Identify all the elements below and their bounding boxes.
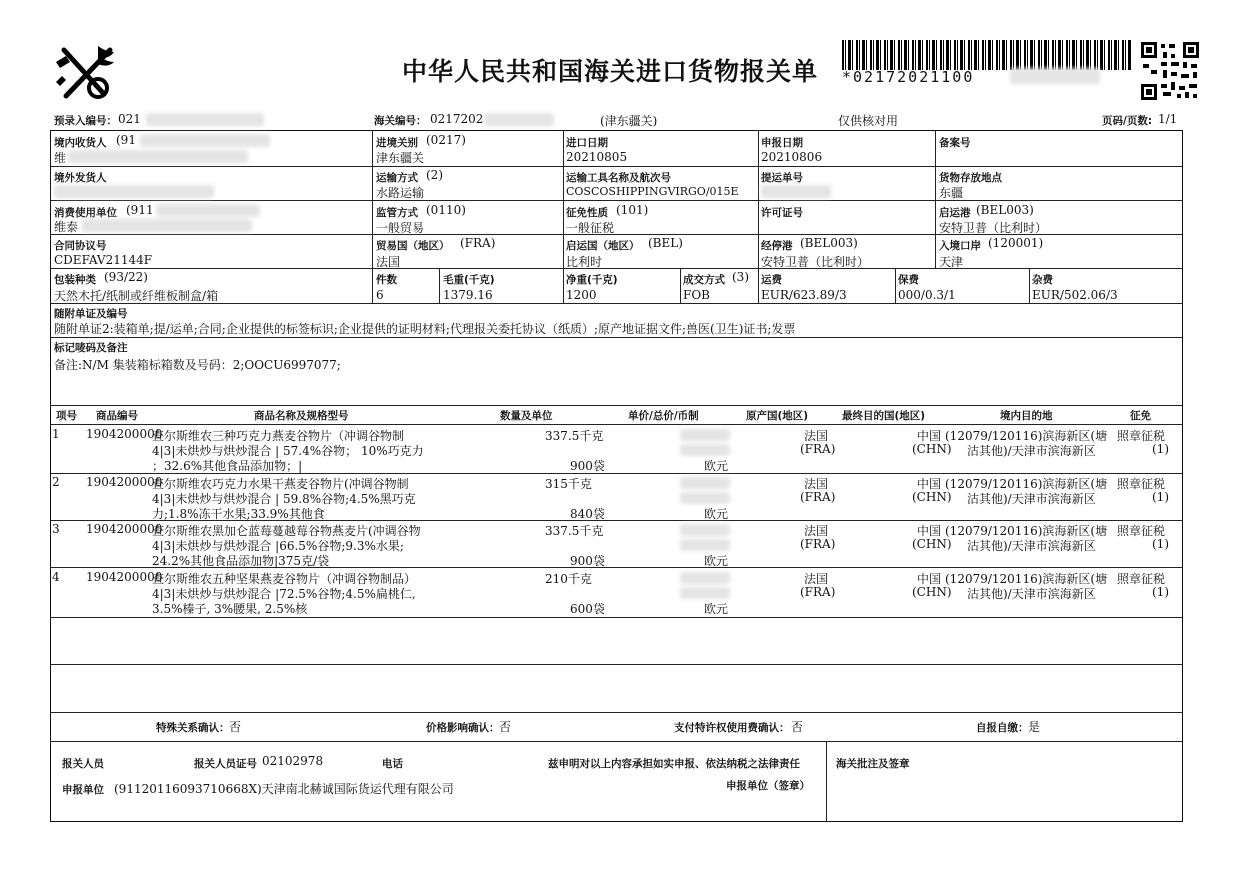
goods-dest-code: (CHN) [912, 442, 952, 456]
contract-label: 合同协议号 [54, 240, 107, 252]
price-impact-value: 否 [499, 720, 512, 734]
barcode-text: *02172021100 [842, 68, 975, 86]
goods-quantity: 315千克 [545, 477, 592, 491]
transport-mode-label: 运输方式 [376, 172, 418, 184]
trade-country-value: 法国 [376, 255, 401, 269]
special-relation-label: 特殊关系确认： [156, 722, 230, 734]
goods-name-line1: 查尔斯维农巧克力水果干燕麦谷物片(冲调谷物制 [152, 477, 409, 491]
verify-only-note: 仅供核对用 [838, 114, 899, 128]
page-label: 页码/页数: [1102, 115, 1153, 127]
pieces-value: 6 [376, 288, 384, 302]
deal-label: 成交方式 [683, 274, 725, 286]
freight-value: EUR/623.89/3 [761, 288, 847, 302]
goods-hs-code: 1904200000 [86, 522, 163, 536]
import-date-label: 进口日期 [566, 137, 608, 149]
goods-dest-code: (CHN) [912, 585, 952, 599]
levy-code: (101) [616, 203, 649, 217]
goods-levy-code: (1) [1152, 585, 1169, 599]
goods-hs-code: 1904200000 [86, 570, 163, 584]
package-value: 天然木托/纸制或纤维板制盒/箱 [54, 289, 219, 303]
insurance-label: 保费 [898, 274, 919, 286]
consumer-code: (911 [126, 203, 154, 217]
marks-label: 标记唛码及备注 [54, 342, 128, 354]
goods-origin-code: (FRA) [800, 537, 836, 551]
goods-name-line3: 3.5%榛子, 3%腰果, 2.5%核 [152, 602, 308, 616]
preentry-label: 预录入编号： [54, 115, 117, 127]
customs-approval-label: 海关批注及签章 [836, 758, 910, 770]
barcode-text-redacted [1010, 68, 1100, 84]
phone-label: 电话 [382, 758, 403, 770]
misc-label: 杂费 [1032, 274, 1053, 286]
col-quantity: 数量及单位 [500, 410, 553, 422]
col-levy: 征免 [1130, 410, 1151, 422]
transport-mode-code: (2) [426, 168, 443, 182]
page-value: 1/1 [1158, 112, 1178, 126]
goods-name-line2: 4|3|未烘炒与烘炒混合 | 59.8%谷物;4.5%黑巧克 [152, 492, 416, 506]
goods-currency: 欧元 [704, 459, 729, 473]
qr-code-icon [1141, 42, 1199, 100]
self-pay-value: 是 [1028, 720, 1041, 734]
deal-value: FOB [683, 288, 710, 302]
consignee-label: 境内收货人 [54, 137, 107, 149]
levy-label: 征免性质 [566, 207, 608, 219]
goods-domestic-dest-line2: 沽其他)/天津市滨海新区 [967, 492, 1096, 506]
goods-currency: 欧元 [704, 602, 729, 616]
col-destination-country: 最终目的国(地区) [842, 410, 926, 422]
goods-origin: 法国 [804, 524, 829, 538]
package-label: 包装种类 [54, 274, 96, 286]
cert-label: 报关人员证号 [194, 758, 257, 770]
entry-office-label: 进境关别 [376, 137, 418, 149]
entry-port-value: 天津 [939, 255, 964, 269]
royalty-value: 否 [791, 720, 804, 734]
goods-name-line1: 查尔斯维农五种坚果燕麦谷物片（冲调谷物制品） [152, 572, 417, 586]
goods-dest-code: (CHN) [912, 490, 952, 504]
qr-code [1141, 42, 1199, 100]
emblem-icon [52, 42, 122, 104]
goods-quantity-unit: 900袋 [570, 459, 605, 473]
transit-port-code: (BEL003) [800, 236, 858, 250]
consignee-code-redacted [140, 134, 270, 147]
import-date-value: 20210805 [566, 150, 628, 164]
origin-country-label: 启运国（地区） [566, 240, 640, 252]
price-redacted [680, 429, 730, 441]
preentry-value: 021 [118, 112, 141, 126]
goods-levy: 照章征税 [1117, 572, 1166, 586]
docs-value: 随附单证2:装箱单;提/运单;合同;企业提供的标签标识;企业提供的证明材料;代理报关委托协议（纸质）;原产地证据文件;兽医(卫生)证书;发票 [54, 322, 796, 336]
net-value: 1200 [566, 288, 597, 302]
goods-name-line3: ；32.6%其他食品添加物；| [152, 459, 303, 473]
consumer-name: 维泰 [54, 220, 79, 234]
col-origin: 原产国(地区) [746, 410, 809, 422]
entry-port-code: (120001) [988, 236, 1044, 250]
col-price: 单价/总价/币制 [628, 410, 699, 422]
goods-domestic-dest-line1: (12079/120116)滨海新区(塘 [945, 524, 1108, 538]
price-redacted [680, 524, 730, 536]
goods-origin-code: (FRA) [800, 442, 836, 456]
goods-item-no: 3 [52, 522, 60, 536]
consumer-label: 消费使用单位 [54, 207, 117, 219]
goods-origin: 法国 [804, 572, 829, 586]
form-title: 中华人民共和国海关进口货物报关单 [402, 57, 819, 86]
goods-levy: 照章征税 [1117, 524, 1166, 538]
gross-label: 毛重(千克) [443, 274, 495, 286]
transit-port-label: 经停港 [761, 240, 793, 252]
total-redacted [680, 539, 730, 551]
levy-value: 一般征税 [566, 221, 615, 235]
declarant-label: 报关人员 [62, 758, 104, 770]
transit-port-value: 安特卫普（比利时） [761, 255, 870, 269]
misc-value: EUR/502.06/3 [1032, 288, 1118, 302]
freight-label: 运费 [761, 274, 782, 286]
total-redacted [680, 444, 730, 456]
goods-domestic-dest-line2: 沽其他)/天津市滨海新区 [967, 539, 1096, 553]
goods-domestic-dest-line1: (12079/120116)滨海新区(塘 [945, 429, 1108, 443]
goods-hs-code: 1904200000 [86, 475, 163, 489]
customs-office: (津东疆关) [600, 114, 658, 128]
goods-name-line3: 力;1.8%冻干水果;33.9%其他食 [152, 507, 325, 521]
trade-country-code: (FRA) [460, 236, 496, 250]
consumer-code-redacted [156, 204, 260, 217]
shipper-label: 境外发货人 [54, 172, 107, 184]
price-redacted [680, 477, 730, 489]
vessel-value: COSCOSHIPPINGVIRGO/015E [566, 185, 739, 198]
pieces-label: 件数 [376, 274, 397, 286]
goods-quantity: 210千克 [545, 572, 592, 586]
bl-label: 提运单号 [761, 172, 803, 184]
barcode [842, 40, 1132, 70]
license-label: 许可证号 [761, 207, 803, 219]
goods-origin-code: (FRA) [800, 490, 836, 504]
price-redacted [680, 572, 730, 584]
goods-levy-code: (1) [1152, 537, 1169, 551]
total-redacted [680, 587, 730, 599]
supervision-code: (0110) [426, 203, 466, 217]
customs-no-value: 0217202 [430, 112, 484, 126]
storage-label: 货物存放地点 [939, 172, 1002, 184]
goods-quantity-unit: 840袋 [570, 507, 605, 521]
entry-office-code: (0217) [426, 133, 466, 147]
departure-port-label: 启运港 [939, 207, 971, 219]
col-hs-code: 商品编号 [96, 410, 138, 422]
goods-currency: 欧元 [704, 507, 729, 521]
goods-dest-country: 中国 [917, 524, 942, 538]
insurance-value: 000/0.3/1 [898, 288, 956, 302]
cert-value: 02102978 [262, 754, 324, 768]
legal-statement: 兹申明对以上内容承担如实申报、依法纳税之法律责任 [548, 758, 800, 770]
goods-item-no: 2 [52, 475, 60, 489]
goods-dest-country: 中国 [917, 477, 942, 491]
supervision-value: 一般贸易 [376, 221, 425, 235]
contract-value: CDEFAV21144F [54, 253, 153, 267]
entry-port-label: 入境口岸 [939, 240, 981, 252]
bl-redacted [761, 185, 831, 198]
declaring-unit-label: 申报单位 [62, 784, 104, 796]
origin-country-code: (BEL) [648, 236, 683, 250]
goods-quantity: 337.5千克 [545, 524, 604, 538]
total-redacted [680, 492, 730, 504]
departure-port-code: (BEL003) [976, 203, 1034, 217]
goods-quantity: 337.5千克 [545, 429, 604, 443]
goods-quantity-unit: 600袋 [570, 602, 605, 616]
docs-label: 随附单证及编号 [54, 308, 128, 320]
goods-name-line2: 4|3|未烘炒与烘炒混合 |72.5%谷物;4.5%扁桃仁, [152, 587, 416, 601]
transport-mode-value: 水路运输 [376, 186, 425, 200]
goods-dest-code: (CHN) [912, 537, 952, 551]
goods-origin: 法国 [804, 429, 829, 443]
goods-origin: 法国 [804, 477, 829, 491]
preentry-redacted [146, 113, 264, 126]
goods-name-line3: 24.2%其他食品添加物|375克/袋 [152, 554, 330, 568]
package-code: (93/22) [104, 270, 148, 284]
royalty-label: 支付特许权使用费确认： [674, 722, 790, 734]
customs-no-redacted [484, 113, 554, 126]
storage-value: 东疆 [939, 186, 964, 200]
goods-domestic-dest-line2: 沽其他)/天津市滨海新区 [967, 444, 1096, 458]
goods-item-no: 4 [52, 570, 60, 584]
goods-dest-country: 中国 [917, 429, 942, 443]
entry-office-value: 津东疆关 [376, 151, 425, 165]
price-impact-label: 价格影响确认： [426, 722, 500, 734]
goods-item-no: 1 [52, 427, 60, 441]
goods-levy: 照章征税 [1117, 477, 1166, 491]
shipper-redacted [54, 185, 214, 198]
goods-origin-code: (FRA) [800, 585, 836, 599]
col-goods-name: 商品名称及规格型号 [254, 410, 349, 422]
goods-currency: 欧元 [704, 554, 729, 568]
declare-date-label: 申报日期 [761, 137, 803, 149]
departure-port-value: 安特卫普（比利时） [939, 221, 1048, 235]
goods-levy-code: (1) [1152, 490, 1169, 504]
declare-date-value: 20210806 [761, 150, 823, 164]
goods-levy: 照章征税 [1117, 429, 1166, 443]
self-pay-label: 自报自缴： [976, 722, 1029, 734]
net-label: 净重(千克) [566, 274, 618, 286]
vessel-label: 运输工具名称及航次号 [566, 172, 671, 184]
special-relation-value: 否 [229, 720, 242, 734]
consignee-name-redacted [68, 150, 248, 163]
goods-name-line2: 4|3|未烘炒与烘炒混合 | 57.4%谷物； 10%巧克力 [152, 444, 424, 458]
trade-country-label: 贸易国（地区） [376, 240, 450, 252]
goods-hs-code: 1904200000 [86, 427, 163, 441]
goods-name-line1: 查尔斯维农黑加仑蓝莓蔓越莓谷物燕麦片(冲调谷物 [152, 524, 421, 538]
goods-domestic-dest-line2: 沽其他)/天津市滨海新区 [967, 587, 1096, 601]
col-item-no: 项号 [56, 410, 77, 422]
goods-levy-code: (1) [1152, 442, 1169, 456]
goods-quantity-unit: 900袋 [570, 554, 605, 568]
origin-country-value: 比利时 [566, 255, 603, 269]
declaring-unit-value: (91120116093710668X)天津南北赫诚国际货运代理有限公司 [114, 782, 454, 796]
seal-label: 申报单位（签章） [726, 780, 810, 792]
consumer-name-redacted [82, 219, 252, 232]
deal-code: (3) [732, 270, 749, 284]
goods-name-line2: 4|3|未烘炒与烘炒混合 |66.5%谷物;9.3%水果; [152, 539, 404, 553]
record-no-label: 备案号 [939, 137, 971, 149]
goods-domestic-dest-line1: (12079/120116)滨海新区(塘 [945, 477, 1108, 491]
customs-no-label: 海关编号： [374, 115, 427, 127]
col-domestic-destination: 境内目的地 [1000, 410, 1053, 422]
consignee-code: (91 [116, 133, 136, 147]
customs-emblem [52, 42, 122, 104]
goods-dest-country: 中国 [917, 572, 942, 586]
marks-value: 备注:N/M 集装箱标箱数及号码：2;OOCU6997077; [54, 358, 341, 372]
goods-name-line1: 查尔斯维农三种巧克力燕麦谷物片（冲调谷物制 [152, 429, 405, 443]
gross-value: 1379.16 [443, 288, 493, 302]
consignee-name: 维 [54, 151, 67, 165]
supervision-label: 监管方式 [376, 207, 418, 219]
goods-domestic-dest-line1: (12079/120116)滨海新区(塘 [945, 572, 1108, 586]
